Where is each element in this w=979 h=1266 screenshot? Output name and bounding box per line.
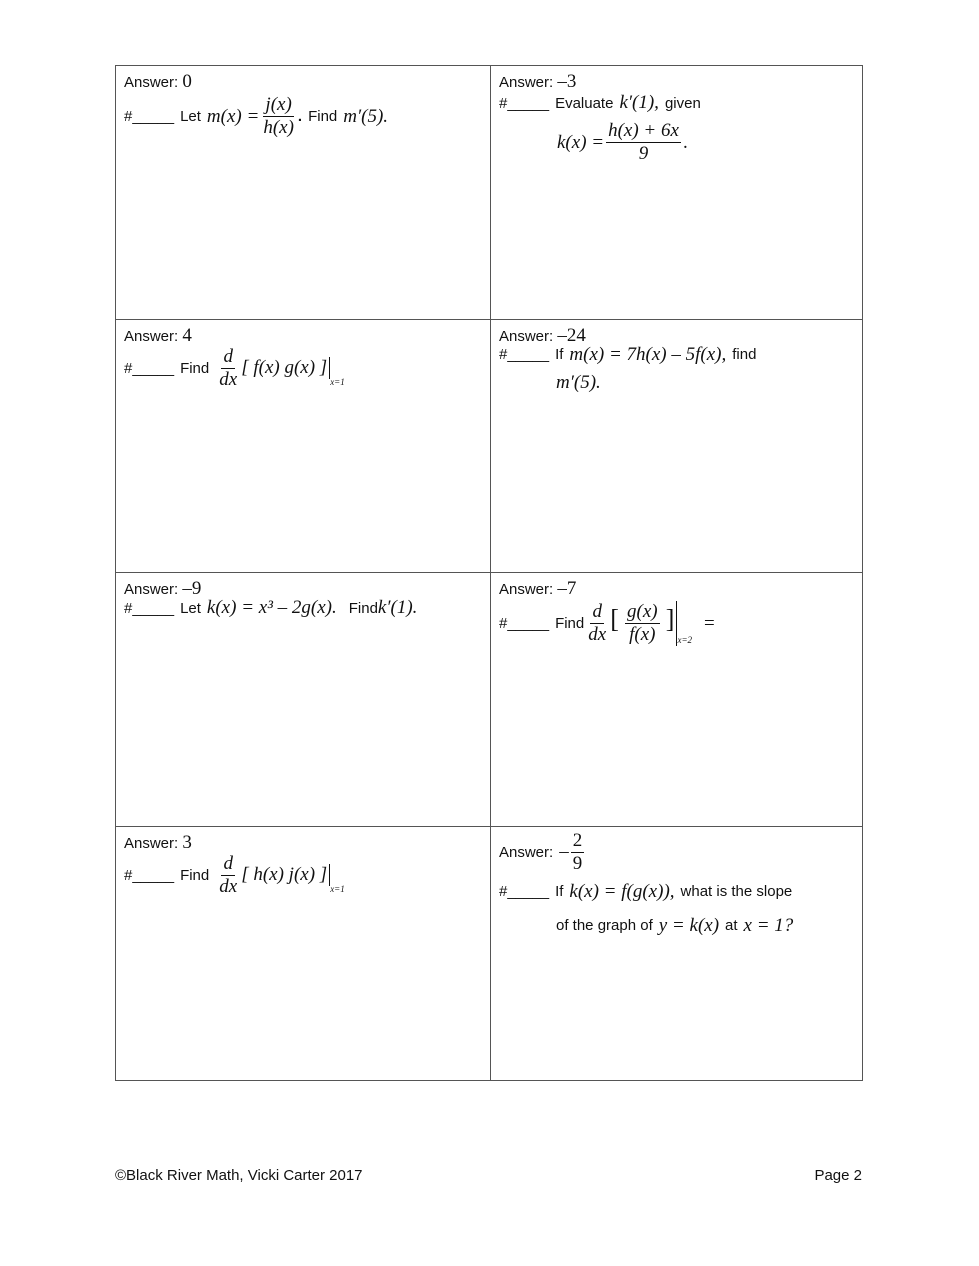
problem-number-blank: #_____ xyxy=(124,359,175,377)
dx-denominator: dx xyxy=(219,875,238,897)
period: . xyxy=(297,108,303,125)
answer-label: Answer: xyxy=(124,581,179,598)
dx-denominator: dx xyxy=(588,624,607,645)
problem-cell-8 xyxy=(491,827,862,1081)
answer-denominator: 9 xyxy=(572,852,583,874)
answer-label: Answer: xyxy=(499,843,554,861)
d-numerator: d xyxy=(223,345,233,367)
given-equation xyxy=(557,120,688,165)
answer-label: Answer: xyxy=(499,327,554,345)
left-bracket: [ xyxy=(610,604,619,634)
dx-denominator: dx xyxy=(219,368,238,390)
answer-numerator: 2 xyxy=(572,829,583,851)
problem-cell-3 xyxy=(116,320,491,574)
answer-line xyxy=(499,578,576,600)
find-word: find xyxy=(732,346,757,363)
evaluation-point: x=2 xyxy=(677,634,693,645)
equation: k(x) = x³ – 2g(x). xyxy=(206,597,337,618)
problem-text xyxy=(499,92,701,114)
derivative-operator xyxy=(217,853,239,898)
problem-cell-6 xyxy=(491,573,862,827)
answer-line xyxy=(124,71,192,93)
if-word: If xyxy=(555,346,564,363)
find-word: Find xyxy=(180,866,210,884)
numerator: h(x) + 6x xyxy=(608,120,679,141)
page-number: Page 2 xyxy=(814,1167,862,1184)
problem-number-blank: #_____ xyxy=(499,883,550,900)
period: . xyxy=(682,131,688,153)
question-text: what is the slope xyxy=(680,883,793,900)
function-lhs: m(x) = xyxy=(206,105,260,127)
problem-text xyxy=(124,346,345,391)
fraction xyxy=(261,94,296,139)
problem-number-blank: #_____ xyxy=(124,866,175,884)
answer-value: –3 xyxy=(557,71,577,92)
given-word: given xyxy=(664,94,701,112)
answer-line xyxy=(499,71,576,93)
derivative-operator xyxy=(217,346,239,391)
problem-cell-2 xyxy=(491,66,862,320)
product-expression: [ f(x) g(x) ] xyxy=(241,357,328,378)
answer-value: 0 xyxy=(182,71,192,92)
target-expression: k′(1), xyxy=(619,92,659,113)
problem-cell-7 xyxy=(116,827,491,1081)
answer-label: Answer: xyxy=(499,74,554,91)
find-word: Find xyxy=(180,359,210,377)
answer-line xyxy=(124,832,192,854)
problem-grid xyxy=(115,65,863,1081)
problem-target-line xyxy=(556,372,601,394)
target-expression: m′(5). xyxy=(343,105,389,127)
problem-cell-4 xyxy=(491,320,862,574)
function-lhs: k(x) = xyxy=(557,131,605,153)
problem-cell-5 xyxy=(116,573,491,827)
point-expression: x = 1? xyxy=(743,914,794,936)
problem-text xyxy=(499,344,756,366)
let-word: Let xyxy=(180,108,201,125)
numerator: j(x) xyxy=(265,94,292,115)
denominator: 9 xyxy=(638,143,649,164)
denominator: h(x) xyxy=(263,117,294,138)
if-word: If xyxy=(555,883,564,900)
equation: k(x) = f(g(x)), xyxy=(569,880,675,902)
answer-line xyxy=(124,325,192,347)
problem-text xyxy=(124,853,345,898)
product-expression: [ h(x) j(x) ] xyxy=(241,864,328,885)
answer-value: –24 xyxy=(557,324,586,346)
equals-sign: = xyxy=(704,612,715,634)
equation: m(x) = 7h(x) – 5f(x), xyxy=(569,343,727,365)
problem-text xyxy=(124,94,388,139)
problem-number-blank: #_____ xyxy=(499,94,550,112)
problem-cell-1 xyxy=(116,66,491,320)
graph-equation: y = k(x) xyxy=(658,914,720,936)
answer-line xyxy=(499,830,586,875)
target-expression: m′(5). xyxy=(556,371,601,393)
answer-value: 3 xyxy=(182,831,192,853)
evaluation-point: x=1 xyxy=(330,884,345,894)
evaluation-point: x=1 xyxy=(330,377,345,387)
problem-number-blank: #_____ xyxy=(124,599,175,617)
problem-number-blank: #_____ xyxy=(499,615,550,632)
answer-value: –7 xyxy=(557,578,577,599)
evaluation-bar xyxy=(241,357,330,379)
problem-number-blank: #_____ xyxy=(499,346,550,363)
evaluation-bar xyxy=(610,601,677,646)
answer-label: Answer: xyxy=(124,834,179,852)
problem-second-line xyxy=(556,915,793,937)
d-numerator: d xyxy=(223,852,233,874)
answer-label: Answer: xyxy=(499,581,554,598)
at-word: at xyxy=(725,917,738,934)
problem-text xyxy=(499,601,715,646)
answer-label: Answer: xyxy=(124,327,179,345)
answer-sign: – xyxy=(559,841,569,862)
problem-text xyxy=(124,597,417,619)
evaluate-word: Evaluate xyxy=(555,94,614,112)
find-word: Find xyxy=(348,599,378,617)
derivative-operator xyxy=(586,601,608,646)
answer-value: –9 xyxy=(182,578,202,599)
quotient-fraction xyxy=(625,601,660,646)
answer-fraction xyxy=(571,830,585,875)
problem-number-blank: #_____ xyxy=(124,108,175,125)
numerator: g(x) xyxy=(627,601,658,622)
find-word: Find xyxy=(555,615,585,632)
answer-label: Answer: xyxy=(124,74,179,91)
evaluation-bar xyxy=(241,864,330,886)
copyright-footer: ©Black River Math, Vicki Carter 2017 xyxy=(115,1167,363,1184)
right-bracket: ] xyxy=(665,604,675,634)
graph-text: of the graph of xyxy=(556,917,653,934)
let-word: Let xyxy=(180,599,201,617)
denominator: f(x) xyxy=(629,624,656,645)
target-expression: k′(1). xyxy=(377,597,418,618)
problem-text xyxy=(499,881,792,903)
answer-value: 4 xyxy=(182,324,192,346)
find-word: Find xyxy=(308,108,338,125)
fraction xyxy=(606,120,681,165)
d-numerator: d xyxy=(592,601,602,622)
